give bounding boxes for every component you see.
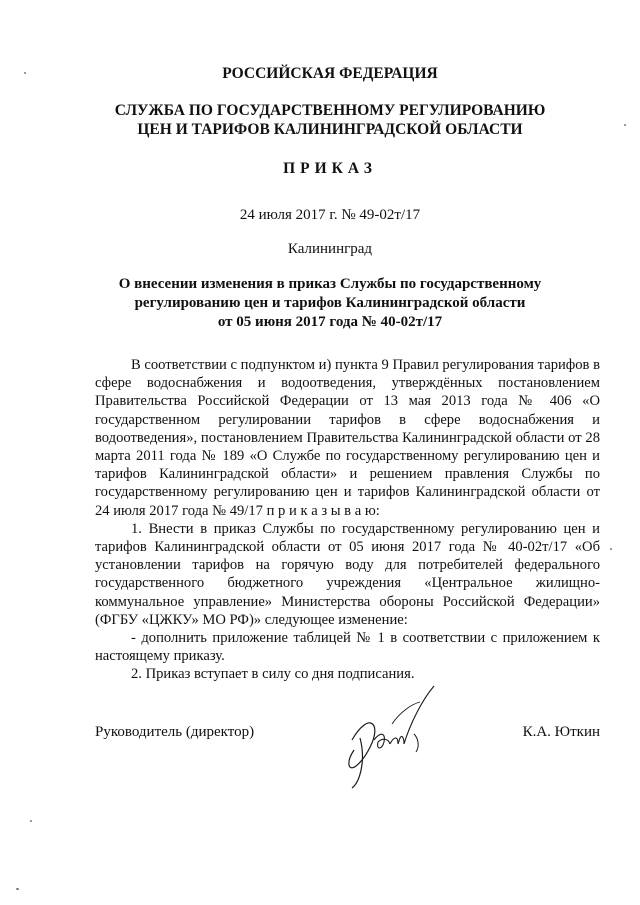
order-title-line3: от 05 июня 2017 года № 40-02т/17 bbox=[217, 314, 443, 330]
scan-speck bbox=[610, 548, 612, 550]
clause-1-paragraph: 1. Внести в приказ Службы по государственному регулированию цен и тарифов Калининградской области от 05 июня 2017 года № 40-02т/17 «Об установлении тарифов на горячую воду для потребителей федерального государственного бюджетного учреждения «Центральное жилищно-коммунальное управление» Министерства обороны Российской Федерации» (ФГБУ «ЦЖКУ» МО РФ)» следующее изменение: bbox=[95, 520, 600, 628]
agency-heading-line2: ЦЕН И ТАРИФОВ КАЛИНИНГРАДСКОЙ ОБЛАСТИ bbox=[137, 121, 523, 138]
date-and-number: 24 июля 2017 г. № 49-02т/17 bbox=[239, 207, 421, 223]
preamble-text: В соответствии с подпунктом и) пункта 9 Правил регулирования тарифов в сфере водоснабжения и водоотведения, утверждённых постановлением Правительства Российской Федерации от 13 мая 2013 года № 406 «О государственном регулировании тарифов в сфере водоснабжения и водоотведения», постановлением Правительства Калининградской области от 28 марта 2011 года № 189 «О Службе по государственному регулированию цен и тарифов Калининградской области» и решением правления Службы по государственному регулированию цен и тарифов Калининградской области от 24 июля 2017 года № 49/17 bbox=[95, 357, 600, 519]
agency-heading-line1: СЛУЖБА ПО ГОСУДАРСТВЕННОМУ РЕГУЛИРОВАНИЮ bbox=[114, 102, 546, 119]
signer-name: К.А. Юткин bbox=[522, 724, 600, 740]
order-body bbox=[95, 356, 600, 684]
signature-block bbox=[95, 724, 600, 746]
city: Калининград bbox=[287, 241, 373, 257]
clause-2-paragraph: 2. Приказ вступает в силу со дня подписания. bbox=[131, 666, 415, 683]
order-title-line2: регулированию цен и тарифов Калининградской области bbox=[134, 295, 526, 311]
scan-speck bbox=[30, 820, 32, 822]
document-type: ПРИКАЗ bbox=[283, 160, 377, 177]
clause-1-amendment: - дополнить приложение таблицей № 1 в соответствии с приложением к настоящему приказу. bbox=[95, 630, 600, 665]
preamble-paragraph bbox=[95, 356, 600, 520]
scan-speck bbox=[624, 124, 626, 126]
order-title-line1: О внесении изменения в приказ Службы по государственному bbox=[118, 276, 542, 292]
country-heading: РОССИЙСКАЯ ФЕДЕРАЦИЯ bbox=[222, 65, 438, 82]
scan-speck bbox=[16, 888, 19, 890]
signer-position: Руководитель (директор) bbox=[95, 724, 255, 740]
scan-speck bbox=[24, 72, 26, 74]
order-command: п р и к а з ы в а ю: bbox=[266, 502, 380, 519]
